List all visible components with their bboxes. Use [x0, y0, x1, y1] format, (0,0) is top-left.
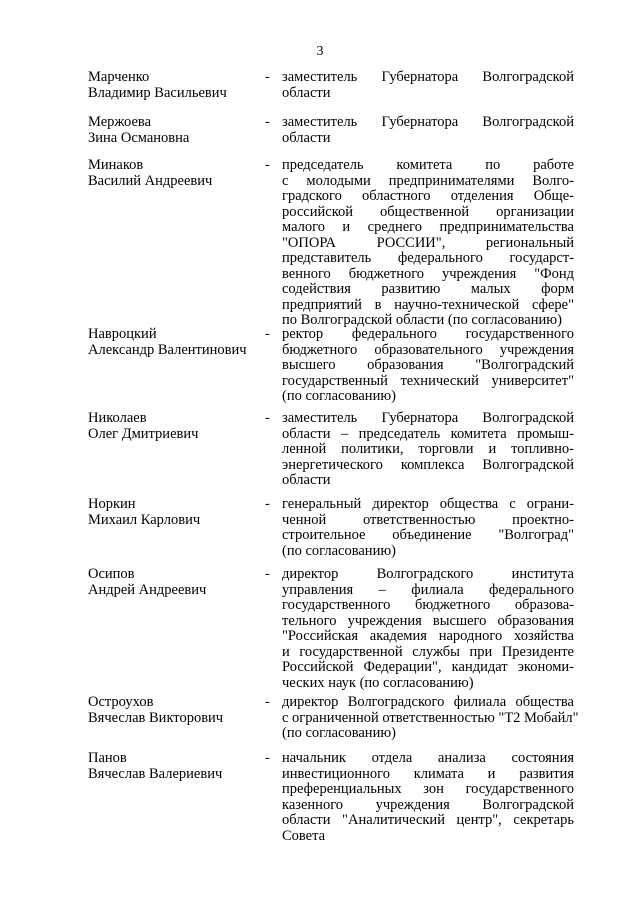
- position-line: по Волгоградской области (по согласованию): [282, 312, 562, 328]
- member-position: [282, 411, 574, 489]
- member-name: [88, 751, 263, 782]
- member-position: [282, 70, 574, 101]
- member-given-names: Михаил Карлович: [88, 511, 201, 528]
- member-name: [88, 497, 263, 528]
- position-line: Российской Федерации", кандидат экономи-: [282, 659, 574, 675]
- member-given-names: Василий Андреевич: [88, 172, 213, 189]
- member-surname: Навроцкий: [88, 326, 157, 342]
- member-position: [282, 497, 574, 559]
- member-entry: [0, 566, 640, 691]
- position-line: "Российская академия народного хозяйства: [282, 628, 574, 644]
- page-number: 3: [316, 44, 324, 59]
- member-given-names: Владимир Васильевич: [88, 84, 227, 101]
- position-line: с ограниченной ответственностью "Т2 Мобайл": [282, 709, 579, 726]
- member-given-names: Зина Османовна: [88, 129, 190, 146]
- position-line: области – председатель комитета промыш-: [282, 425, 574, 442]
- position-line: венного бюджетного учреждения "Фонд: [282, 265, 574, 282]
- entry-dash: -: [265, 750, 270, 766]
- position-line: области: [282, 129, 331, 146]
- member-name: [88, 158, 263, 189]
- member-name: [88, 327, 263, 358]
- position-line: Совета: [282, 827, 326, 844]
- member-position: [282, 567, 574, 691]
- member-surname: Остроухов: [88, 694, 154, 710]
- position-line: заместитель Губернатора Волгоградской: [282, 69, 574, 85]
- position-line: ректор федерального государственного: [282, 326, 574, 342]
- position-line: содействия развитию малых форм: [282, 281, 574, 297]
- position-line: управления – филиала федерального: [282, 581, 574, 598]
- position-line: генеральный директор общества с ограни-: [282, 496, 574, 512]
- member-given-names: Вячеслав Викторович: [88, 709, 224, 726]
- member-position: [282, 694, 579, 742]
- member-name: [88, 411, 263, 442]
- member-given-names: Андрей Андреевич: [88, 581, 207, 598]
- member-entry: [0, 694, 640, 741]
- member-name: [88, 70, 263, 101]
- member-surname: Норкин: [88, 496, 136, 512]
- member-entry: [0, 326, 640, 404]
- position-line: предприятий в научно-технической сфере": [282, 296, 574, 313]
- member-entry: [0, 496, 640, 559]
- member-position: [282, 751, 574, 844]
- member-surname: Осипов: [88, 566, 135, 582]
- position-line: преференциальных зон государственного: [282, 781, 574, 797]
- position-line: области: [282, 472, 331, 488]
- member-surname: Минаков: [88, 157, 144, 173]
- member-position: [282, 327, 574, 405]
- position-line: (по согласованию): [282, 725, 396, 741]
- position-line: российской общественной организации: [282, 203, 574, 220]
- member-surname: Марченко: [88, 69, 150, 85]
- position-line: инвестиционного климата и развития: [282, 765, 574, 782]
- entry-dash: -: [265, 326, 270, 342]
- position-line: государственного бюджетного образова-: [282, 597, 574, 613]
- position-line: (по согласованию): [282, 388, 396, 404]
- member-given-names: Вячеслав Валериевич: [88, 765, 223, 782]
- position-line: градского областного отделения Обще-: [282, 188, 574, 204]
- position-line: области: [282, 84, 331, 101]
- member-entry: [0, 157, 640, 328]
- position-line: председатель комитета по работе: [282, 157, 574, 173]
- entry-dash: -: [265, 410, 270, 426]
- entry-dash: -: [265, 157, 270, 173]
- position-line: и государственной службы при Президенте: [282, 643, 574, 660]
- position-line: казенного учреждения Волгоградской: [282, 796, 574, 813]
- member-entry: [0, 410, 640, 488]
- position-line: ченной ответственностью проектно-: [282, 511, 574, 528]
- member-entry: [0, 69, 640, 101]
- member-name: [88, 567, 263, 598]
- member-surname: Николаев: [88, 410, 147, 426]
- member-entry: [0, 750, 640, 844]
- position-line: тельного учреждения высшего образования: [282, 612, 574, 629]
- member-given-names: Александр Валентинович: [88, 341, 247, 358]
- entry-dash: -: [265, 694, 270, 710]
- entry-dash: -: [265, 114, 270, 130]
- position-line: энергетического комплекса Волгоградской: [282, 456, 574, 473]
- member-position: [282, 158, 574, 329]
- member-name: [88, 695, 263, 726]
- member-surname: Мержоева: [88, 114, 151, 130]
- member-entry: [0, 114, 640, 146]
- member-name: [88, 115, 263, 146]
- position-line: строительное объединение "Волгоград": [282, 527, 574, 543]
- position-line: начальник отдела анализа состояния: [282, 750, 574, 766]
- position-line: государственный технический университет": [282, 372, 574, 389]
- position-line: ленной политики, торговли и топливно-: [282, 441, 574, 457]
- position-line: представитель федерального государст-: [282, 250, 574, 266]
- entry-dash: -: [265, 496, 270, 512]
- position-line: ческих наук (по согласованию): [282, 674, 474, 691]
- position-line: директор Волгоградского института: [282, 566, 574, 582]
- entry-dash: -: [265, 69, 270, 85]
- position-line: (по согласованию): [282, 542, 396, 559]
- entry-dash: -: [265, 566, 270, 582]
- position-line: бюджетного образовательного учреждения: [282, 341, 574, 358]
- position-line: высшего образования "Волгоградский: [282, 357, 574, 373]
- position-line: области "Аналитический центр", секретарь: [282, 812, 574, 828]
- member-surname: Панов: [88, 750, 127, 766]
- position-line: малого и среднего предпринимательства: [282, 219, 574, 235]
- position-line: "ОПОРА РОССИИ", региональный: [282, 234, 574, 251]
- member-position: [282, 115, 574, 146]
- position-line: директор Волгоградского филиала общества: [282, 694, 574, 710]
- member-given-names: Олег Дмитриевич: [88, 425, 199, 442]
- position-line: с молодыми предпринимателями Волго-: [282, 172, 574, 189]
- position-line: заместитель Губернатора Волгоградской: [282, 410, 574, 426]
- position-line: заместитель Губернатора Волгоградской: [282, 114, 574, 130]
